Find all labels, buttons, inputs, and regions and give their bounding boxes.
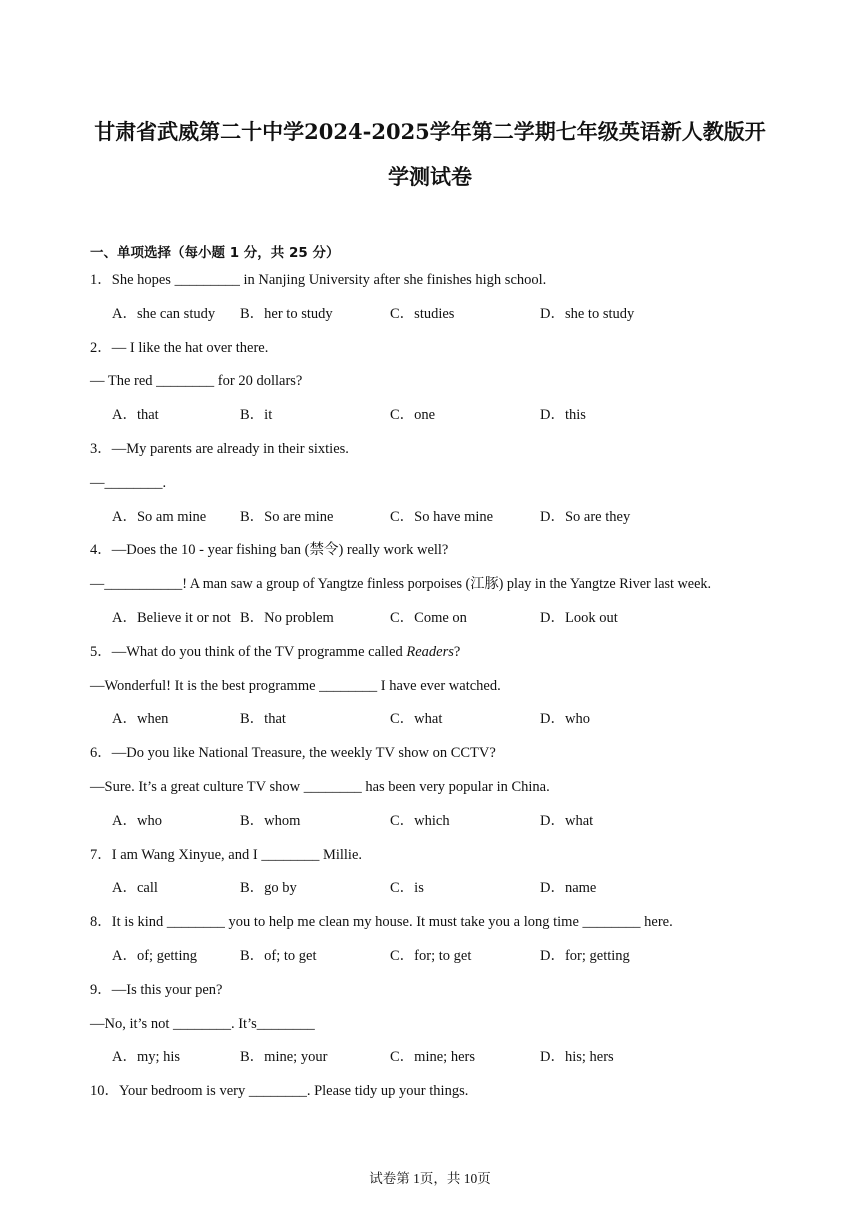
question-7-stem: 7．I am Wang Xinyue, and I ________ Millie. (90, 847, 363, 863)
question-8-option-d: D．for; getting (540, 948, 630, 964)
question-1-option-a: A．she can study (112, 306, 216, 322)
question-8-options (0, 947, 860, 965)
question-3-option-d: D．So are they (540, 509, 631, 525)
question-5-option-c: C．what (390, 711, 443, 727)
question-7-option-a: A．call (112, 880, 158, 896)
question-2-option-a: A．that (112, 407, 159, 423)
question-9-option-c: C．mine; hers (390, 1049, 475, 1065)
question-4-option-a: A．Believe it or not (112, 610, 231, 626)
question-6-stem-reply: —Sure. It’s a great culture TV show ________ has been very popular in China. (90, 779, 550, 795)
question-6-option-d: D．what (540, 813, 594, 829)
question-5-stem (90, 643, 460, 661)
question-4-stem: 4．—Does the 10 - year fishing ban (禁令) really work well? (90, 542, 449, 558)
question-9-stem: 9．—Is this your pen? (90, 982, 223, 998)
exam-title-line-1: 甘肃省武威第二十中学2024-2025学年第二学期七年级英语新人教版开 (94, 119, 766, 144)
question-3-stem: 3．—My parents are already in their sixties. (90, 441, 349, 457)
question-7-option-c: C．is (390, 880, 424, 896)
question-1-options (0, 305, 860, 323)
question-7-option-b: B．go by (240, 880, 297, 896)
question-2-option-c: C．one (390, 407, 436, 423)
question-4-option-c: C．Come on (390, 610, 467, 626)
question-5-option-d: D．who (540, 711, 590, 727)
question-6-stem: 6．—Do you like National Treasure, the weekly TV show on CCTV? (90, 745, 496, 761)
question-5-option-a: A．when (112, 711, 169, 727)
question-4-options (0, 609, 860, 627)
question-7-option-d: D．name (540, 880, 597, 896)
question-9-options (0, 1048, 860, 1066)
question-1-stem: 1．She hopes _________ in Nanjing University after she finishes high school. (90, 272, 547, 288)
question-2-option-d: D．this (540, 407, 586, 423)
question-9-option-d: D．his; hers (540, 1049, 614, 1065)
question-8-option-c: C．for; to get (390, 948, 472, 964)
question-8-option-a: A．of; getting (112, 948, 197, 964)
section-heading: 一、单项选择（每小题 1 分，共 25 分） (90, 245, 340, 261)
question-10-stem: 10．Your bedroom is very ________. Please tidy up your things. (90, 1083, 469, 1099)
question-6-option-a: A．who (112, 813, 162, 829)
question-6-option-c: C．which (390, 813, 450, 829)
question-6-options (0, 812, 860, 830)
question-9-option-a: A．my; his (112, 1049, 181, 1065)
question-3-stem-reply: —________. (90, 475, 167, 491)
question-9-stem-reply: —No, it’s not ________. It’s________ (90, 1016, 315, 1032)
question-9-option-b: B．mine; your (240, 1049, 328, 1065)
question-4-option-b: B．No problem (240, 610, 334, 626)
question-3-options (0, 508, 860, 526)
question-5-programme-title: Readers (406, 644, 454, 660)
question-5-stem-text: 5．—What do you think of the TV programme called (90, 644, 407, 660)
question-2-options (0, 406, 860, 424)
question-3-option-c: C．So have mine (390, 509, 494, 525)
question-3-option-b: B．So are mine (240, 509, 334, 525)
question-8-option-b: B．of; to get (240, 948, 317, 964)
question-1-option-b: B．her to study (240, 306, 333, 322)
question-5-stem-reply: —Wonderful! It is the best programme ________ I have ever watched. (90, 678, 501, 694)
question-1-option-c: C．studies (390, 306, 455, 322)
question-3-option-a: A．So am mine (112, 509, 207, 525)
question-2-option-b: B．it (240, 407, 273, 423)
question-6-option-b: B．whom (240, 813, 301, 829)
question-8-stem: 8．It is kind ________ you to help me clean my house. It must take you a long time ________ here. (90, 914, 673, 930)
question-1-option-d: D．she to study (540, 306, 635, 322)
question-5-options (0, 710, 860, 728)
exam-title-line-2: 学测试卷 (388, 164, 472, 189)
question-7-options (0, 879, 860, 897)
question-2-stem: 2．— I like the hat over there. (90, 340, 269, 356)
question-4-stem-reply: —___________! A man saw a group of Yangtze finless porpoises (江豚) play in the Yangtze River last week. (90, 576, 712, 592)
page-footer: 试卷第 1页，共 10页 (369, 1171, 491, 1186)
question-5-option-b: B．that (240, 711, 286, 727)
question-2-stem-reply: — The red ________ for 20 dollars? (90, 373, 303, 389)
question-5-stem-end: ? (453, 644, 461, 660)
question-4-option-d: D．Look out (540, 610, 618, 626)
